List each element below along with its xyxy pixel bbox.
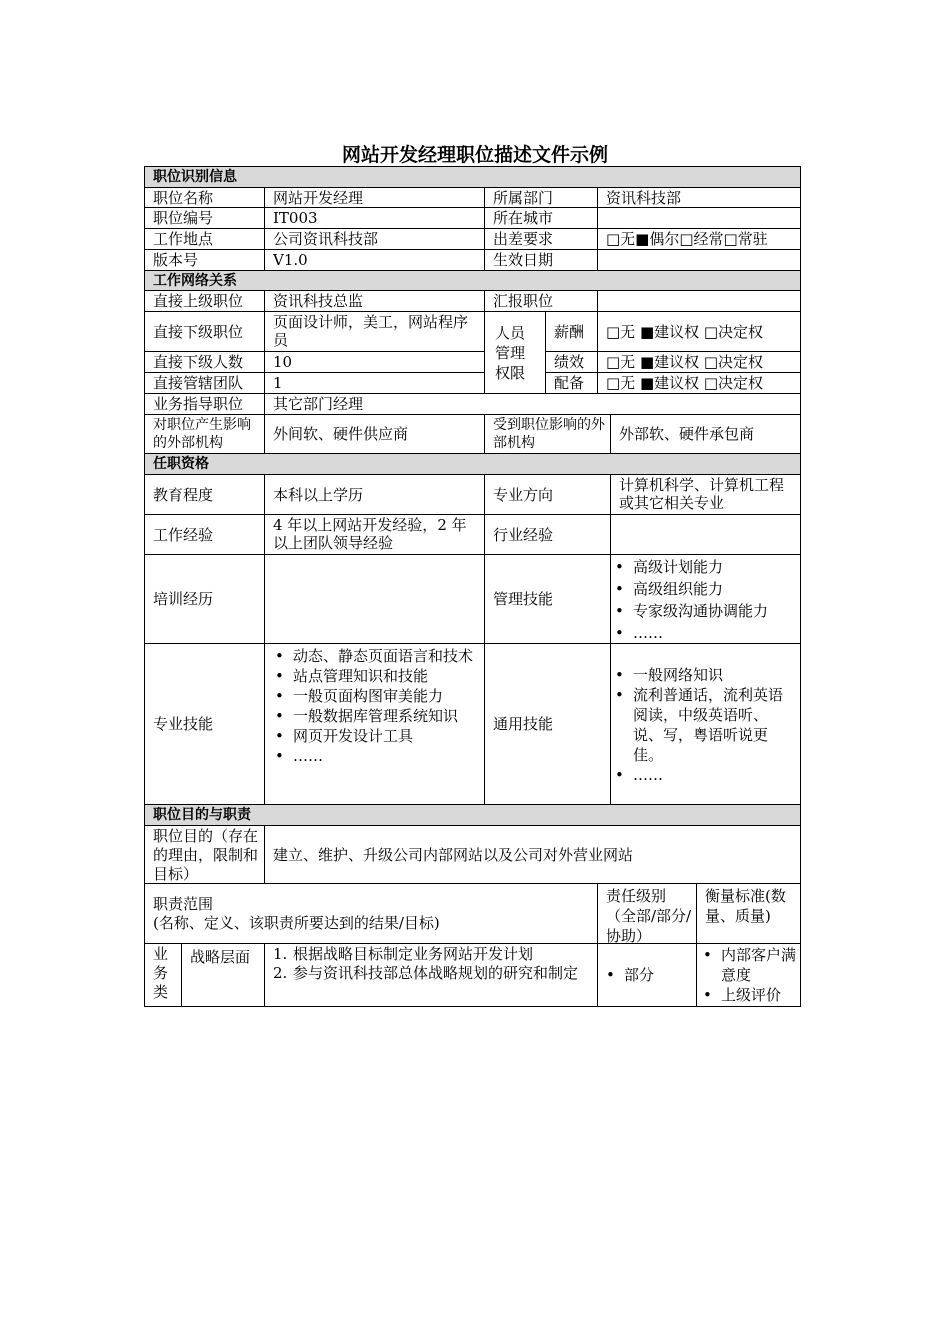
list-item: • 上级评价 xyxy=(701,985,796,1005)
label-position-code: 职位编号 xyxy=(144,207,265,229)
list-item: • 流利普通话，流利英语阅读，中级英语听、说、写，粤语听说更佳。 xyxy=(613,685,796,765)
value-report-to xyxy=(597,290,801,312)
value-effective-date xyxy=(597,249,801,271)
section-identification: 职位识别信息 xyxy=(144,166,801,188)
section-purpose: 职位目的与职责 xyxy=(144,804,801,826)
label-strategy-level: 战略层面 xyxy=(181,943,265,1007)
list-item: • 一般页面构图审美能力 xyxy=(273,686,480,706)
label-version: 版本号 xyxy=(144,249,265,271)
label-allocation: 配备 xyxy=(545,372,598,394)
label-general-skills: 通用技能 xyxy=(484,643,611,805)
label-department: 所属部门 xyxy=(484,187,598,208)
list-item: • 专家级沟通协调能力 xyxy=(613,600,796,622)
label-management-skills: 管理技能 xyxy=(484,554,611,644)
value-training xyxy=(264,554,485,644)
label-report-to: 汇报职位 xyxy=(484,290,598,312)
value-management-skills xyxy=(610,554,801,644)
value-position-code: IT003 xyxy=(264,207,485,229)
list-item: • 动态、静态页面语言和技术 xyxy=(273,646,480,666)
value-version: V1.0 xyxy=(264,249,485,271)
label-city: 所在城市 xyxy=(484,207,598,229)
job-description-table xyxy=(144,166,801,1007)
scope-title: 职责范围 xyxy=(153,895,214,913)
label-team: 直接管辖团队 xyxy=(144,372,265,394)
value-strategy-duties xyxy=(264,943,598,1007)
value-external-influencers: 外间软、硬件供应商 xyxy=(264,414,485,454)
label-business-guidance: 业务指导职位 xyxy=(144,393,265,415)
value-allocation-authority: □无 ■建议权 □决定权 xyxy=(597,372,801,394)
label-performance: 绩效 xyxy=(545,351,598,373)
value-business-guidance: 其它部门经理 xyxy=(264,393,801,415)
label-position-name: 职位名称 xyxy=(144,187,265,208)
label-industry-experience: 行业经验 xyxy=(484,514,611,555)
label-work-location: 工作地点 xyxy=(144,228,265,250)
value-subordinate-count: 10 xyxy=(264,351,485,373)
list-item: • 高级计划能力 xyxy=(613,556,796,578)
scope-description: (名称、定义、该职责所要达到的结果/目标) xyxy=(153,914,440,932)
management-skills-list xyxy=(613,556,796,644)
header-responsibility-scope xyxy=(144,883,598,944)
label-superior: 直接上级职位 xyxy=(144,290,265,312)
header-responsibility-level: 责任级别（全部/部分/协助） xyxy=(597,883,697,944)
list-item: • 高级组织能力 xyxy=(613,578,796,600)
value-responsibility-level xyxy=(597,943,697,1007)
list-item: • …… xyxy=(273,746,480,766)
value-industry-experience xyxy=(610,514,801,555)
label-personnel-authority: 人员管理权限 xyxy=(484,311,546,394)
value-department: 资讯科技部 xyxy=(597,187,801,208)
level-list xyxy=(604,966,654,985)
list-item: • 一般网络知识 xyxy=(613,665,796,685)
list-item: • …… xyxy=(613,765,796,785)
list-item: • 一般数据库管理系统知识 xyxy=(273,706,480,726)
value-position-purpose: 建立、维护、升级公司内部网站以及公司对外营业网站 xyxy=(264,825,801,884)
value-city xyxy=(597,207,801,229)
value-professional-skills xyxy=(264,643,485,805)
value-measurement xyxy=(696,943,801,1007)
label-business-category: 业务类 xyxy=(144,943,182,1007)
value-superior: 资讯科技总监 xyxy=(264,290,485,312)
value-subordinate: 页面设计师，美工，网站程序员 xyxy=(264,311,485,352)
duty-number: 2. xyxy=(273,964,288,982)
header-measurement: 衡量标准(数量、质量) xyxy=(696,883,801,944)
measure-list xyxy=(701,945,796,1005)
list-item: • 网页开发设计工具 xyxy=(273,726,480,746)
section-network: 工作网络关系 xyxy=(144,270,801,291)
value-education: 本科以上学历 xyxy=(264,474,485,515)
label-salary: 薪酬 xyxy=(545,311,598,352)
value-general-skills xyxy=(610,643,801,805)
list-item: • 部分 xyxy=(604,966,654,985)
value-salary-authority: □无 ■建议权 □决定权 xyxy=(597,311,801,352)
duty-number: 1. xyxy=(273,945,288,963)
list-item: 1. 根据战略目标制定业务网站开发计划 xyxy=(273,945,534,963)
label-major: 专业方向 xyxy=(484,474,611,515)
value-travel: □无■偶尔□经常□常驻 xyxy=(597,228,801,250)
label-professional-skills: 专业技能 xyxy=(144,643,265,805)
value-external-affected: 外部软、硬件承包商 xyxy=(610,414,801,454)
general-skills-list xyxy=(613,665,796,785)
duties-list xyxy=(273,945,593,983)
label-work-experience: 工作经验 xyxy=(144,514,265,555)
value-work-location: 公司资讯科技部 xyxy=(264,228,485,250)
value-team: 1 xyxy=(264,372,485,394)
label-training: 培训经历 xyxy=(144,554,265,644)
value-performance-authority: □无 ■建议权 □决定权 xyxy=(597,351,801,373)
value-work-experience: 4 年以上网站开发经验，2 年以上团队领导经验 xyxy=(264,514,485,555)
list-item: 2. 参与资讯科技部总体战略规划的研究和制定 xyxy=(273,964,579,982)
label-position-purpose: 职位目的（存在的理由，限制和目标） xyxy=(144,825,265,884)
label-external-influencers: 对职位产生影响的外部机构 xyxy=(144,414,265,454)
list-item: • …… xyxy=(613,622,796,644)
value-major: 计算机科学、计算机工程或其它相关专业 xyxy=(610,474,801,515)
professional-skills-list xyxy=(273,646,480,766)
list-item: • 内部客户满意度 xyxy=(701,945,796,985)
label-travel: 出差要求 xyxy=(484,228,598,250)
label-effective-date: 生效日期 xyxy=(484,249,598,271)
value-position-name: 网站开发经理 xyxy=(264,187,485,208)
label-external-affected: 受到职位影响的外部机构 xyxy=(484,414,611,454)
list-item: • 站点管理知识和技能 xyxy=(273,666,480,686)
section-qualification: 任职资格 xyxy=(144,453,801,475)
label-subordinate: 直接下级职位 xyxy=(144,311,265,352)
document-title: 网站开发经理职位描述文件示例 xyxy=(341,144,608,166)
label-education: 教育程度 xyxy=(144,474,265,515)
label-subordinate-count: 直接下级人数 xyxy=(144,351,265,373)
